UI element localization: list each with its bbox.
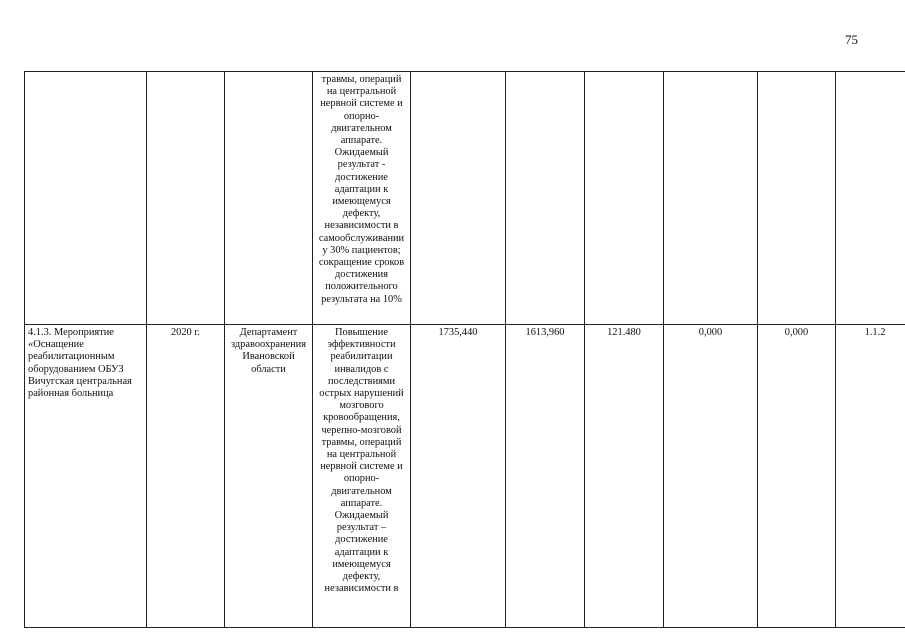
federal-funding-cell: 1613,960: [506, 325, 585, 628]
table-row: [25, 325, 905, 628]
other-funding-cell: [758, 72, 836, 325]
municipal-funding-cell: [664, 72, 758, 325]
indicator-code-cell: 1.1.2: [836, 325, 905, 628]
total-funding-cell: 1735,440: [411, 325, 506, 628]
municipal-funding-cell: 0,000: [664, 325, 758, 628]
program-activities-table: [24, 71, 905, 628]
activity-cell: 4.1.3. Мероприятие «Оснащение реабилитационным оборудованием ОБУЗ Вичугская центральная районная больница: [25, 325, 147, 628]
table-row: [25, 72, 905, 325]
expected-result-cell: Повышение эффективности реабилитации инвалидов с последствиями острых нарушений мозгового кровообращения, черепно-мозговой травмы, операций на центральной нервной системе и опорно- двигательном аппарате. Ожидаемый результат – достижение адаптации к имеющемуся дефекту, независимости в: [313, 325, 411, 628]
expected-result-cell: травмы, операций на центральной нервной системе и опорно- двигательном аппарате. Ожидаемый результат - достижение адаптации к имеющемуся дефекту, независимости в самообслуживании у 30% пациентов; сокращение сроков достижения положительного результата на 10%: [313, 72, 411, 325]
indicator-code-cell: [836, 72, 905, 325]
total-funding-cell: [411, 72, 506, 325]
executor-cell: Департамент здравоохранения Ивановской области: [225, 325, 313, 628]
regional-funding-cell: 121.480: [585, 325, 664, 628]
executor-cell: [225, 72, 313, 325]
regional-funding-cell: [585, 72, 664, 325]
other-funding-cell: 0,000: [758, 325, 836, 628]
year-cell: [147, 72, 225, 325]
page-number: 75: [845, 32, 858, 47]
year-cell: 2020 г.: [147, 325, 225, 628]
federal-funding-cell: [506, 72, 585, 325]
activity-cell: [25, 72, 147, 325]
